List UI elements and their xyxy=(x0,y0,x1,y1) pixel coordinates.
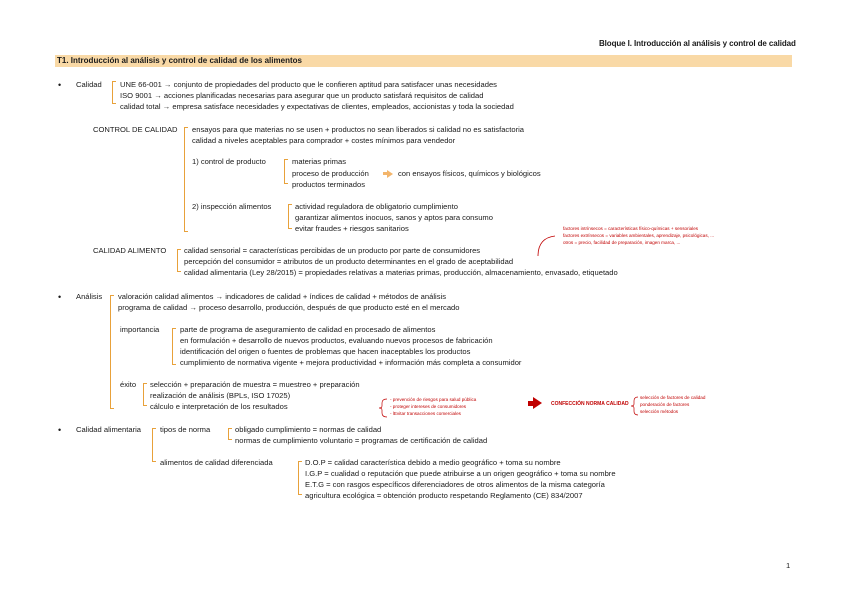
importancia-brace xyxy=(172,328,173,364)
producto-brace xyxy=(284,159,285,183)
exito-item: realización de análisis (BPLs, ISO 17025) xyxy=(150,391,291,400)
normas-note: - prevención de riesgos para salud pública xyxy=(390,397,477,402)
section-title: T1. Introducción al análisis y control de calidad de los alimentos xyxy=(57,56,302,65)
bullet-icon: • xyxy=(58,292,62,302)
page-number: 1 xyxy=(786,561,791,570)
calidad-alimento-line: calidad sensorial = características percibidas de un producto por parte de consumidores xyxy=(184,246,481,255)
calidad-alimento-note: otros = precio, facilidad de preparación, imagen marca, ... xyxy=(563,240,681,245)
confeccion-norma-label: CONFECCIÓN NORMA CALIDAD xyxy=(551,401,629,407)
control-line: ensayos para que materias no se usen + productos no sean liberados si calidad no es satisfactoria xyxy=(192,125,525,134)
red-bracket-annotation xyxy=(537,230,557,258)
tipos-brace xyxy=(228,428,229,439)
calidad-alimento-line: percepción del consumidor = atributos de un producto determinantes en el grado de aceptabilidad xyxy=(184,257,514,266)
block-title: Bloque I. Introducción al análisis y control de calidad xyxy=(599,39,796,48)
producto-item: materias primas xyxy=(292,157,347,166)
tipos-item: obligado cumplimiento = normas de calidad xyxy=(235,425,382,434)
analisis-line: valoración calidad alimentos → indicadores de calidad + índices de calidad + métodos de análisis xyxy=(118,292,446,301)
inspeccion-item: actividad reguladora de obligatorio cumplimiento xyxy=(295,202,458,211)
importancia-item: identificación del origen o fuentes de problemas que hacen inaceptables los productos xyxy=(180,347,471,356)
red-brace-annotation xyxy=(379,398,389,418)
inspeccion-item: garantizar alimentos inocuos, sanos y aptos para consumo xyxy=(295,213,493,222)
diferenciada-label: alimentos de calidad diferenciada xyxy=(160,458,273,467)
calidad-line: ISO 9001 → acciones planificadas necesarias para asegurar que un producto satisfará requisitos de calidad xyxy=(120,91,484,100)
importancia-item: en formulación + desarrollo de nuevos productos, evaluando nuevos procesos de fabricación xyxy=(180,336,493,345)
producto-note: con ensayos físicos, químicos y biológicos xyxy=(398,169,541,178)
inspeccion-item: evitar fraudes + riesgos sanitarios xyxy=(295,224,409,233)
control-line: calidad a niveles aceptables para comprador + costes mínimos para vendedor xyxy=(192,136,456,145)
tipos-item: normas de cumplimiento voluntario = programas de certificación de calidad xyxy=(235,436,488,445)
importancia-label: importancia xyxy=(120,325,160,334)
exito-item: cálculo e interpretación de los resultados xyxy=(150,402,288,411)
normas-note: - lEvitar transacciones comerciales xyxy=(390,411,461,416)
calidad-alimento-label: CALIDAD ALIMENTO xyxy=(93,246,167,255)
calidad-brace xyxy=(112,81,113,103)
alimentaria-label: Calidad alimentaria xyxy=(76,425,142,434)
calidad-line: calidad total → empresa satisface necesidades y expectativas de clientes, empleados, accionistas y toda la sociedad xyxy=(120,102,514,111)
red-brace-annotation xyxy=(631,396,639,416)
calidad-label: Calidad xyxy=(76,80,102,89)
analisis-brace xyxy=(110,295,111,408)
control-label: CONTROL DE CALIDAD xyxy=(93,125,178,134)
diferenciada-item: D.O.P = calidad característica debido a medio geográfico + toma su nombre xyxy=(305,458,561,467)
calidad-line: UNE 66-001 → conjunto de propiedades del producto que le confieren aptitud para satisfacer unas necesidades xyxy=(120,80,497,89)
confeccion-note: selección métodos xyxy=(640,409,679,414)
tipos-label: tipos de norma xyxy=(160,425,211,434)
inspeccion-label: 2) inspección alimentos xyxy=(192,202,272,211)
analisis-label: Análisis xyxy=(76,292,103,301)
inspeccion-brace xyxy=(288,204,289,228)
producto-item: productos terminados xyxy=(292,180,366,189)
exito-label: éxito xyxy=(120,380,137,389)
bullet-icon: • xyxy=(58,425,62,435)
producto-item: proceso de producción xyxy=(292,169,369,178)
importancia-item: cumplimiento de normativa vigente + mejora productividad + información más completa a consumidor xyxy=(180,358,522,367)
diferenciada-item: E.T.G = con rasgos específicos diferenciadores de otros alimentos de la misma categoría xyxy=(305,480,605,489)
diferenciada-brace xyxy=(298,461,299,494)
arrow-right-icon xyxy=(533,397,542,409)
calidad-alimento-note: factores intrínsecos = características físico-químicas + sensoriales xyxy=(563,226,699,231)
exito-item: selección + preparación de muestra = muestreo + preparación xyxy=(150,380,360,389)
confeccion-note: selección de factores de calidad xyxy=(640,395,706,400)
control-brace xyxy=(184,127,185,231)
bullet-icon: • xyxy=(58,80,62,90)
arrow-right-icon xyxy=(387,170,393,178)
confeccion-note: ponderación de factores xyxy=(640,402,690,407)
calidad-alimento-brace xyxy=(177,249,178,271)
diferenciada-item: agricultura ecológica = obtención producto respetando Reglamento (CE) 834/2007 xyxy=(305,491,583,500)
producto-label: 1) control de producto xyxy=(192,157,266,166)
calidad-alimento-note: factores extrínsecos = variables ambientales, aprendizaje, psicológicas, ... xyxy=(563,233,715,238)
analisis-line: programa de calidad → proceso desarrollo, producción, después de que producto esté en el mercado xyxy=(118,303,460,312)
importancia-item: parte de programa de aseguramiento de calidad en procesado de alimentos xyxy=(180,325,436,334)
normas-note: - proteger intereses de consumidores xyxy=(390,404,467,409)
diferenciada-item: I.G.P = cualidad o reputación que puede atribuirse a un origen geográfico + toma su nombre xyxy=(305,469,616,478)
calidad-alimento-line: calidad alimentaria (Ley 28/2015) = propiedades relativas a materias primas, producción, almacenamiento, envasado, etiquetado xyxy=(184,268,618,277)
exito-brace xyxy=(143,383,144,405)
alimentaria-brace xyxy=(152,428,153,461)
